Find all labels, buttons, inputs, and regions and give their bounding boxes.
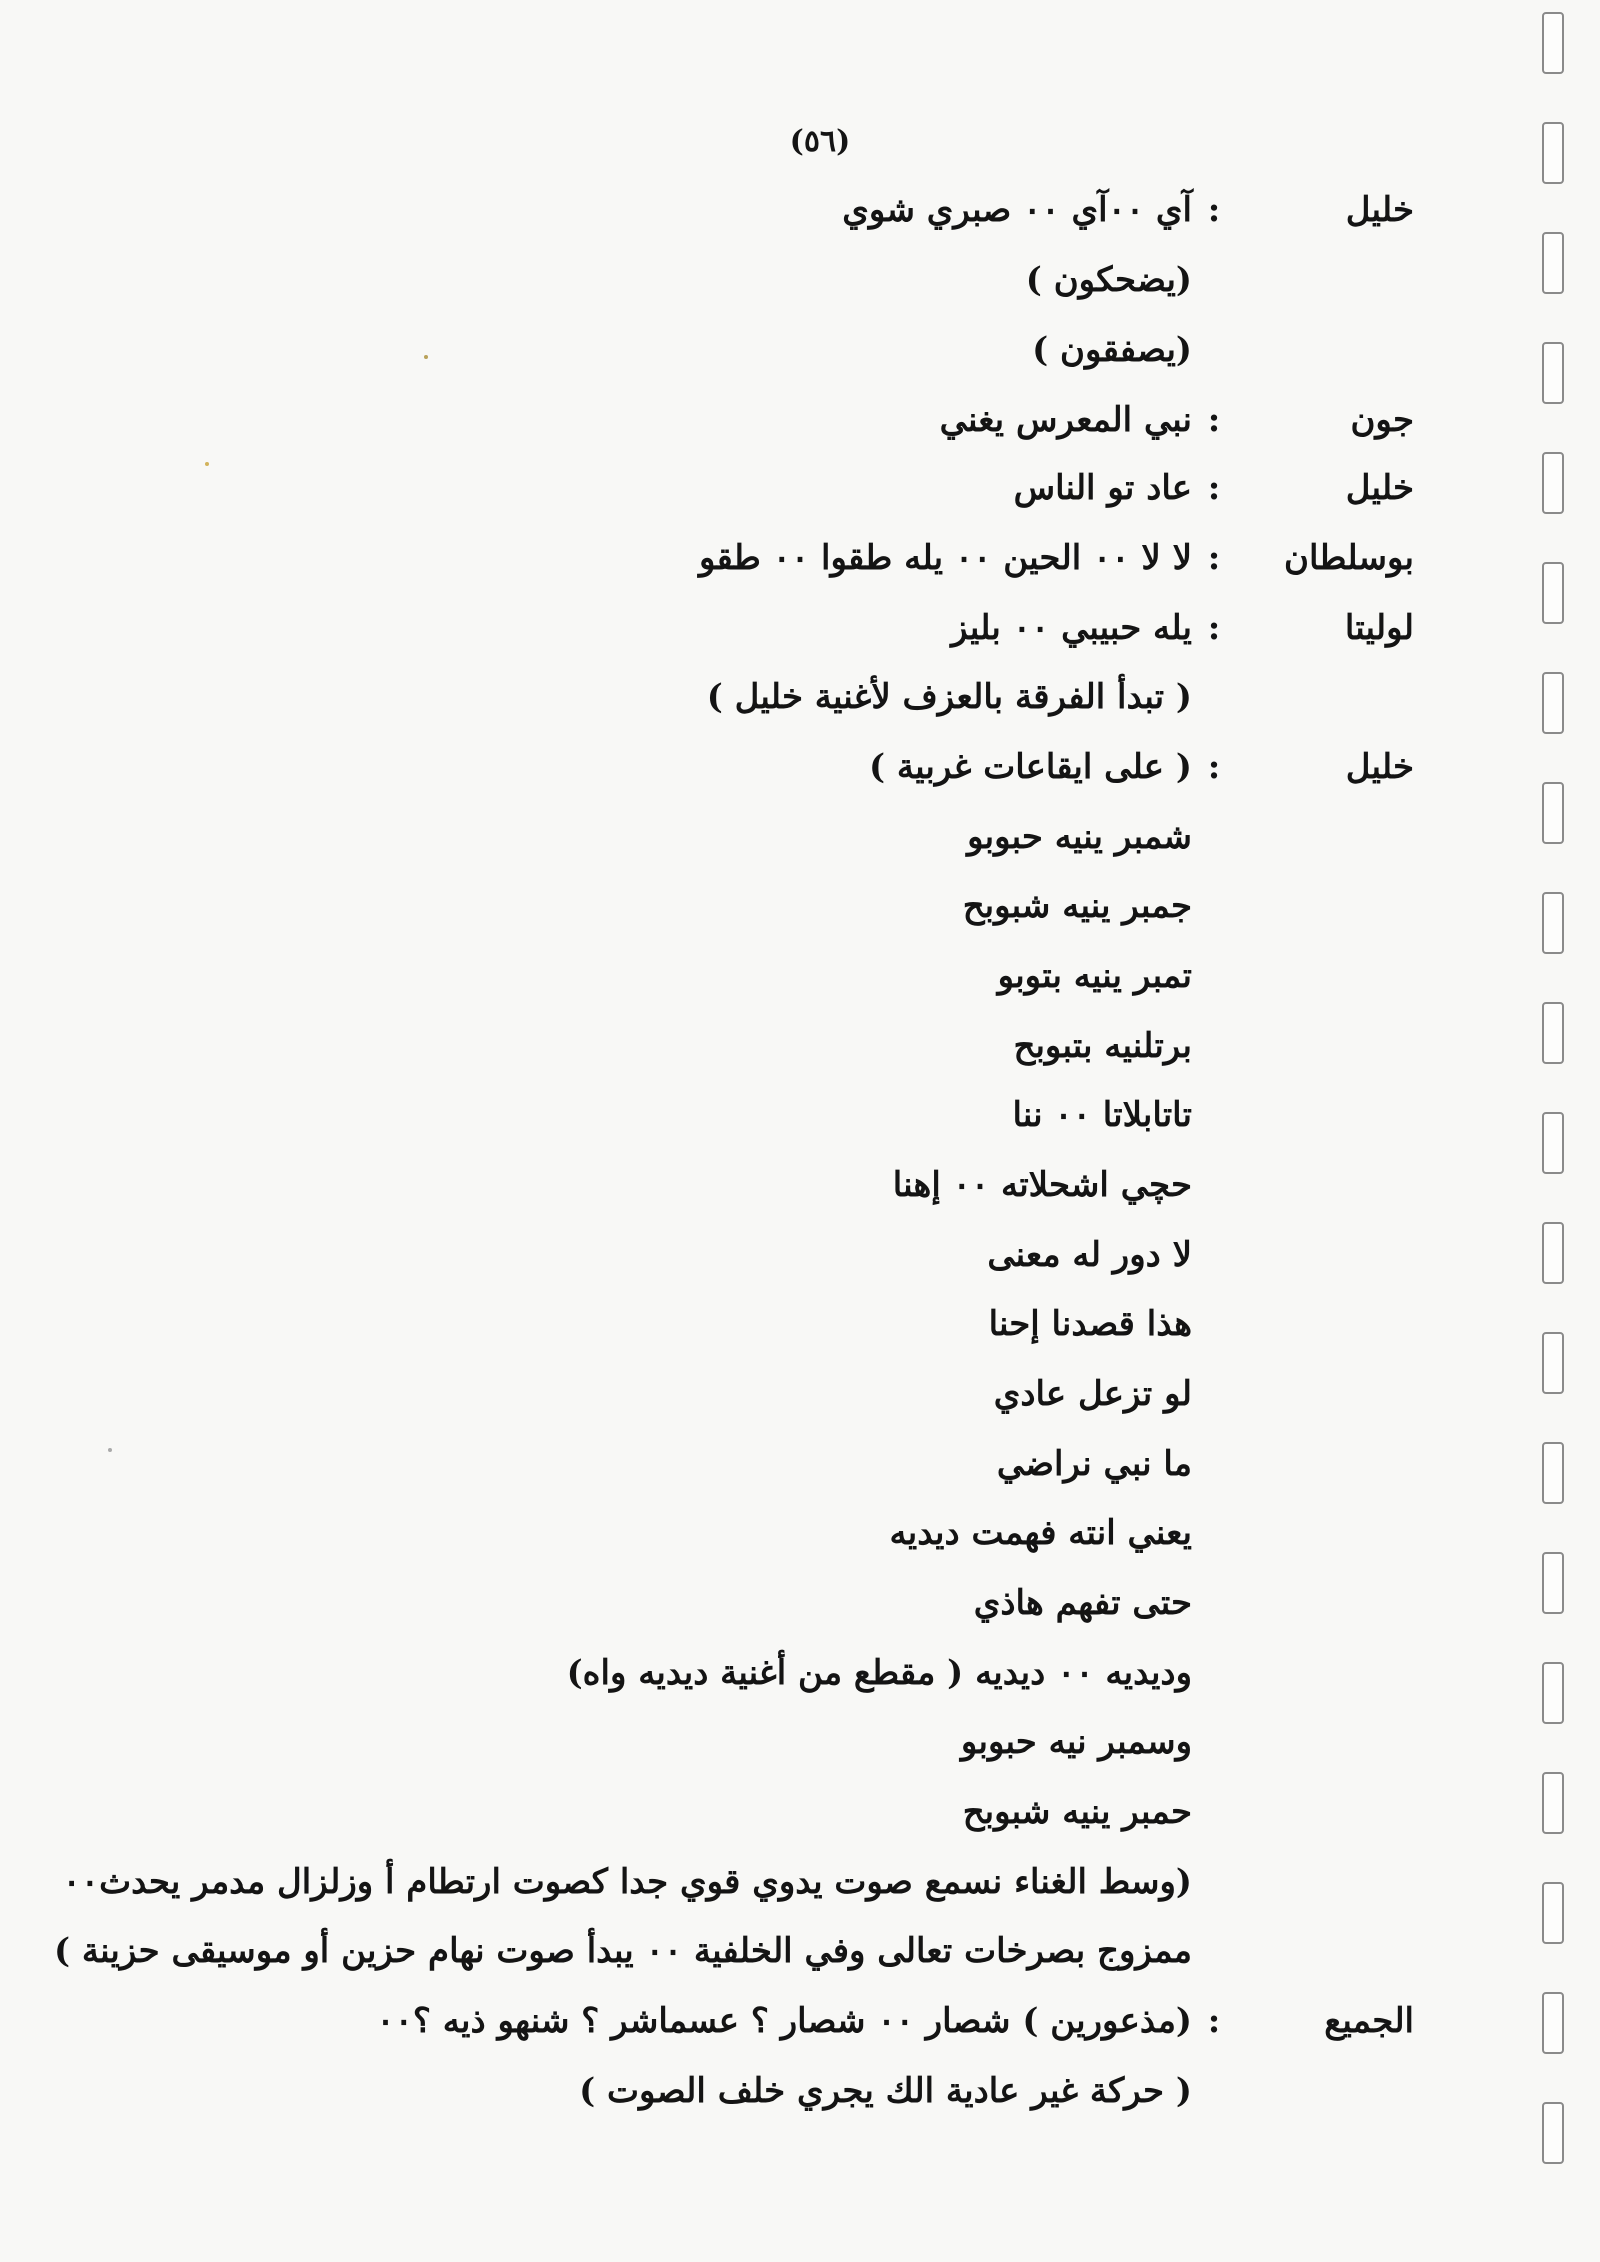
speaker-colon: : bbox=[1207, 468, 1221, 508]
script-line bbox=[200, 1787, 1414, 1837]
binding-hole bbox=[1542, 1442, 1564, 1504]
speaker-name: الجميع bbox=[1324, 2001, 1414, 2041]
speaker-name: بوسلطان bbox=[1284, 538, 1414, 578]
script-line bbox=[200, 2066, 1414, 2116]
binding-hole bbox=[1542, 1332, 1564, 1394]
script-line bbox=[200, 742, 1414, 792]
script-line bbox=[200, 185, 1414, 235]
script-line bbox=[200, 1160, 1414, 1210]
dialogue-text: لا لا ٠٠ الحين ٠٠ يله طقوا ٠٠ طقو bbox=[698, 538, 1192, 578]
speaker-name: خليل bbox=[1345, 468, 1414, 508]
stage-or-lyric-text: ( حركة غير عادية الك يجري خلف الصوت ) bbox=[579, 2071, 1192, 2111]
speaker-colon: : bbox=[1207, 608, 1221, 648]
binding-hole bbox=[1542, 1882, 1564, 1944]
stage-or-lyric-text: ممزوج بصرخات تعالى وفي الخلفية ٠٠ يبدأ صوت نهام حزين أو موسيقى حزينة ) bbox=[53, 1931, 1192, 1971]
script-line bbox=[200, 463, 1414, 513]
speaker-colon: : bbox=[1207, 400, 1221, 440]
stage-or-lyric-text: (يضحكون ) bbox=[1025, 260, 1192, 300]
script-line bbox=[200, 255, 1414, 305]
dialogue-text: آي ٠٠آي ٠٠ صبري شوي bbox=[842, 190, 1192, 230]
stage-or-lyric-text: هذا قصدنا إحنا bbox=[988, 1304, 1192, 1344]
page-number: (٥٦) bbox=[789, 124, 851, 159]
binding-hole bbox=[1542, 1112, 1564, 1174]
stage-or-lyric-text: حتى تفهم هاذي bbox=[973, 1583, 1192, 1623]
script-line bbox=[200, 1021, 1414, 1071]
paper-speck bbox=[108, 1448, 112, 1452]
stage-or-lyric-text: (يصفقون ) bbox=[1032, 330, 1192, 370]
speaker-colon: : bbox=[1207, 747, 1221, 787]
script-line bbox=[200, 1717, 1414, 1767]
paper-speck bbox=[205, 462, 209, 466]
stage-or-lyric-text: برتلنيه بتبوبح bbox=[1013, 1026, 1192, 1066]
dialogue-text: (مذعورين ) شصار ٠٠ شصار ؟ عسماشر ؟ شنهو ذيه ؟٠٠ bbox=[376, 2001, 1192, 2041]
script-line bbox=[200, 1090, 1414, 1140]
stage-or-lyric-text: ( تبدأ الفرقة بالعزف لأغنية خليل ) bbox=[706, 677, 1192, 717]
script-line bbox=[200, 1578, 1414, 1628]
script-line bbox=[200, 951, 1414, 1001]
binding-hole bbox=[1542, 1772, 1564, 1834]
stage-or-lyric-text: وسمبر نيه حبوبو bbox=[960, 1722, 1192, 1762]
binding-hole bbox=[1542, 892, 1564, 954]
script-line bbox=[200, 881, 1414, 931]
stage-or-lyric-text: شمبر ينيه حبوبو bbox=[967, 817, 1192, 857]
script-line bbox=[53, 1926, 1414, 1976]
speaker-name: جون bbox=[1350, 400, 1414, 440]
speaker-name: لوليتا bbox=[1344, 608, 1414, 648]
dialogue-text: عاد تو الناس bbox=[1013, 468, 1192, 508]
script-line bbox=[200, 533, 1414, 583]
stage-or-lyric-text: لا دور له معنى bbox=[987, 1235, 1192, 1275]
binding-hole bbox=[1542, 1662, 1564, 1724]
script-line bbox=[200, 812, 1414, 862]
binding-hole bbox=[1542, 122, 1564, 184]
speaker-name: خليل bbox=[1345, 190, 1414, 230]
speaker-colon: : bbox=[1207, 538, 1221, 578]
dialogue-text: نبي المعرس يغني bbox=[939, 400, 1192, 440]
binding-hole bbox=[1542, 1552, 1564, 1614]
script-line bbox=[200, 672, 1414, 722]
binding-hole bbox=[1542, 562, 1564, 624]
stage-or-lyric-text: حچي اشحلاته ٠٠ إهنا bbox=[892, 1165, 1192, 1205]
script-line bbox=[200, 1648, 1414, 1698]
binding-hole bbox=[1542, 672, 1564, 734]
paper-speck bbox=[424, 355, 428, 359]
script-line bbox=[200, 1299, 1414, 1349]
stage-or-lyric-text: (وسط الغناء نسمع صوت يدوي قوي جدا كصوت ارتطام أ وزلزال مدمر يحدث٠٠ bbox=[62, 1862, 1192, 1902]
script-line bbox=[200, 395, 1414, 445]
spiral-binding bbox=[1532, 0, 1572, 2262]
speaker-colon: : bbox=[1207, 2001, 1221, 2041]
stage-or-lyric-text: تاتابلاتا ٠٠ ننا bbox=[1012, 1095, 1192, 1135]
binding-hole bbox=[1542, 452, 1564, 514]
script-line bbox=[200, 1230, 1414, 1280]
stage-or-lyric-text: ما نبي نراضي bbox=[996, 1444, 1192, 1484]
speaker-name: خليل bbox=[1345, 747, 1414, 787]
script-line bbox=[200, 603, 1414, 653]
binding-hole bbox=[1542, 1002, 1564, 1064]
speaker-colon: : bbox=[1207, 190, 1221, 230]
script-line bbox=[200, 1439, 1414, 1489]
script-line bbox=[200, 325, 1414, 375]
script-line bbox=[200, 1508, 1414, 1558]
binding-hole bbox=[1542, 232, 1564, 294]
stage-or-lyric-text: تمبر ينيه بتوبو bbox=[997, 956, 1192, 996]
script-line bbox=[200, 1369, 1414, 1419]
binding-hole bbox=[1542, 782, 1564, 844]
script-line bbox=[200, 1996, 1414, 2046]
binding-hole bbox=[1542, 2102, 1564, 2164]
stage-or-lyric-text: لو تزعل عادي bbox=[993, 1374, 1192, 1414]
binding-hole bbox=[1542, 1222, 1564, 1284]
binding-hole bbox=[1542, 1992, 1564, 2054]
binding-hole bbox=[1542, 12, 1564, 74]
dialogue-text: يله حبيبي ٠٠ بليز bbox=[951, 608, 1192, 648]
script-line bbox=[62, 1857, 1414, 1907]
binding-hole bbox=[1542, 342, 1564, 404]
stage-or-lyric-text: يعني انته فهمت ديديه bbox=[889, 1513, 1192, 1553]
stage-or-lyric-text: جمبر ينيه شبوبح bbox=[962, 886, 1192, 926]
stage-or-lyric-text: وديديه ٠٠ ديديه ( مقطع من أغنية ديديه واه) bbox=[566, 1653, 1192, 1693]
stage-or-lyric-text: حمبر ينيه شبوبح bbox=[962, 1792, 1192, 1832]
dialogue-text: ( على ايقاعات غربية ) bbox=[868, 747, 1192, 787]
